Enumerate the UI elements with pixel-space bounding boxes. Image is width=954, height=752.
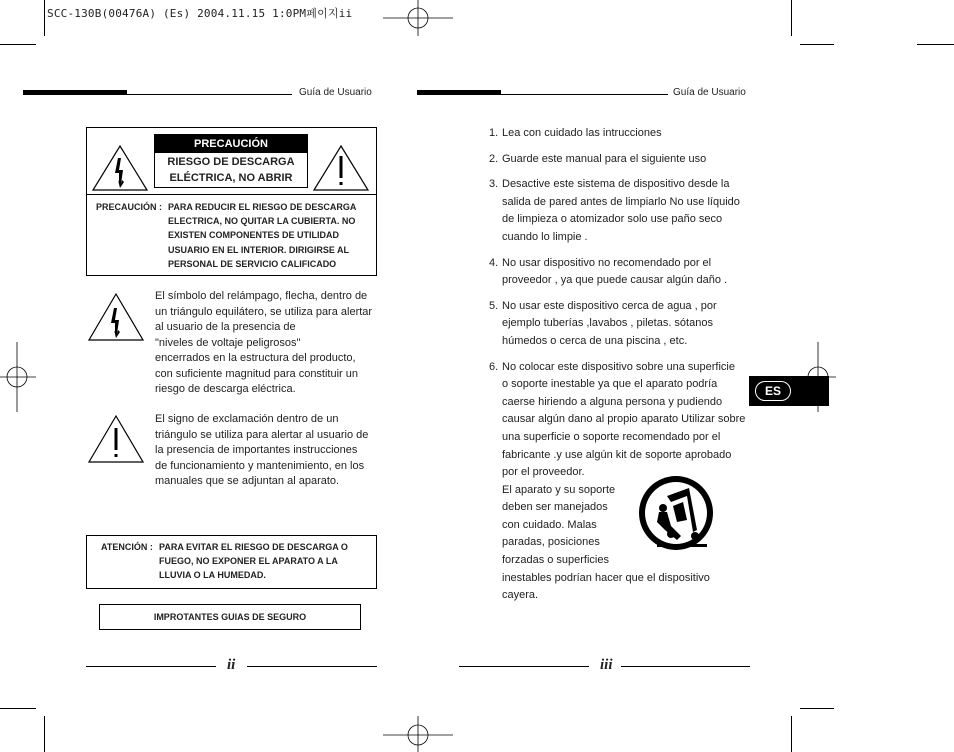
print-header: SCC-130B(00476A) (Es) 2004.11.15 1:0PM페이지ii: [47, 7, 353, 20]
text-line: de funcionamiento y mantenimiento, en los: [155, 459, 365, 472]
text-line: con suficiente magnitud para constituir un: [155, 367, 359, 380]
item-line: por el proveedor.: [502, 466, 585, 479]
item-line: húmedos o cerca de una piscina , etc.: [502, 334, 688, 347]
language-tab-label: ES: [755, 381, 791, 401]
item-line: ejemplo tuberías ,lavabos , piletas. sótanos: [502, 317, 713, 330]
item-line: No colocar este dispositivo sobre una superficie: [502, 360, 735, 373]
attention-line: FUEGO, NO EXPONER EL APARATO A LA: [159, 556, 338, 567]
exclamation-description: [155, 412, 380, 490]
item-line: Guarde este manual para el siguiente uso: [502, 152, 707, 165]
text-line: manuales que se adjuntan al aparato.: [155, 475, 340, 487]
text-line: encerrados en la estructura del producto,: [155, 352, 356, 364]
caution-line: PARA REDUCIR EL RIESGO DE DESCARGA: [168, 202, 357, 212]
text-line: un triángulo equilátero, se utiliza para alertar: [155, 305, 373, 318]
text-line: El símbolo del relámpago, flecha, dentro de: [155, 290, 368, 302]
item-number: 1.: [489, 127, 499, 139]
page-number-right: iii: [600, 657, 613, 673]
list-item: [489, 125, 751, 143]
list-item: [489, 298, 751, 351]
item-line: una superficie o soporte recomendado por el: [502, 430, 721, 443]
registration-mark-bottom: [383, 716, 453, 752]
list-item: [489, 176, 751, 246]
item-line: de limpieza o atomizador solo use paño seco: [502, 213, 723, 226]
item-number: 3.: [489, 178, 499, 191]
attention-line: LLUVIA O LA HUMEDAD.: [159, 570, 266, 581]
attention-text: [159, 540, 348, 583]
attention-box: [86, 535, 377, 589]
caution-line: EXISTEN COMPONENTES DE UTILIDAD: [168, 230, 340, 241]
header-left-label: Guía de Usuario: [299, 87, 372, 98]
item-line: paradas, posiciones: [502, 536, 600, 549]
caution-subtitle-1: RIESGO DE DESCARGA: [167, 156, 295, 168]
page-number-left: ii: [227, 657, 236, 673]
item-line: Desactive este sistema de dispositivo desde la: [502, 178, 730, 191]
caution-line: USUARIO EN EL INTERIOR. DIRIGIRSE AL: [168, 244, 350, 255]
attention-line: PARA EVITAR EL RIESGO DE DESCARGA O: [159, 542, 348, 552]
caution-line: ELECTRICA, NO QUITAR LA CUBIERTA. NO: [168, 216, 356, 227]
caution-label: PRECAUCIÓN :: [96, 202, 163, 212]
item-line: Lea con cuidado las intrucciones: [502, 127, 662, 139]
item-line: causar algún dano al propio aparato Utilizar sobre: [502, 413, 746, 426]
text-line: riesgo de descarga eléctrica.: [155, 383, 296, 395]
item-line: forzadas o superficies: [502, 554, 609, 567]
item-number: 5.: [489, 299, 499, 312]
caution-line: PERSONAL DE SERVICIO CALIFICADO: [168, 258, 337, 269]
caution-text: [168, 200, 356, 271]
item-line: inestables podrían hacer que el dispositivo: [502, 571, 710, 584]
exclamation-warning-icon: [312, 144, 370, 192]
list-item: [489, 151, 751, 169]
item-line: No usar dispositivo no recomendado por el: [502, 256, 712, 269]
safety-title-box: [99, 604, 361, 630]
caution-box: [86, 127, 377, 276]
caution-divider: [87, 194, 376, 195]
registration-mark-top: [383, 0, 453, 36]
item-line: No usar este dispositivo cerca de agua , por: [502, 299, 717, 312]
list-item: [489, 255, 751, 290]
lightning-description: [155, 289, 380, 398]
caution-title-box: [154, 134, 308, 188]
item-line: cuando lo limpie .: [502, 230, 588, 243]
attention-label: ATENCIÓN :: [101, 542, 153, 552]
item-line: salida de pared antes de limpiarlo No use líquido: [502, 195, 740, 208]
item-line: deben ser manejados: [502, 501, 608, 514]
text-line: la presencia de importantes instrucciones: [155, 444, 358, 456]
caution-subtitle-2: ELÉCTRICA, NO ABRIR: [169, 172, 293, 184]
safety-title: IMPROTANTES GUIAS DE SEGURO: [153, 612, 307, 622]
item-line: proveedor , ya que puede causar algún daño .: [502, 274, 728, 287]
language-tab: [749, 376, 829, 406]
cart-tipover-warning-icon: [637, 476, 715, 552]
item-number: 4.: [489, 256, 499, 269]
item-line: o soporte inestable ya que el aparato podría: [502, 378, 718, 391]
caution-title: PRECAUCIÓN: [155, 135, 307, 153]
lightning-warning-icon: [91, 144, 149, 192]
registration-mark-left: [0, 342, 36, 412]
text-line: "niveles de voltaje peligrosos": [155, 336, 301, 349]
lightning-symbol-icon: [87, 292, 145, 342]
item-line: El aparato y su soporte: [502, 483, 616, 496]
item-line: cayera.: [502, 589, 539, 602]
item-line: con cuidado. Malas: [502, 518, 597, 531]
header-right-label: Guía de Usuario: [673, 87, 746, 98]
item-number: 2.: [489, 152, 499, 165]
text-line: triángulo se utiliza para alertar al usuario de: [155, 428, 369, 441]
item-number: 6.: [489, 360, 499, 373]
item-line: fabricante .y use algún kit de soporte aprobado: [502, 448, 732, 461]
text-line: El signo de exclamación dentro de un: [155, 413, 339, 425]
item-line: caerse hiriendo a alguna persona y pudiendo: [502, 395, 723, 408]
exclamation-symbol-icon: [87, 414, 145, 464]
text-line: al usuario de la presencia de: [155, 321, 296, 333]
